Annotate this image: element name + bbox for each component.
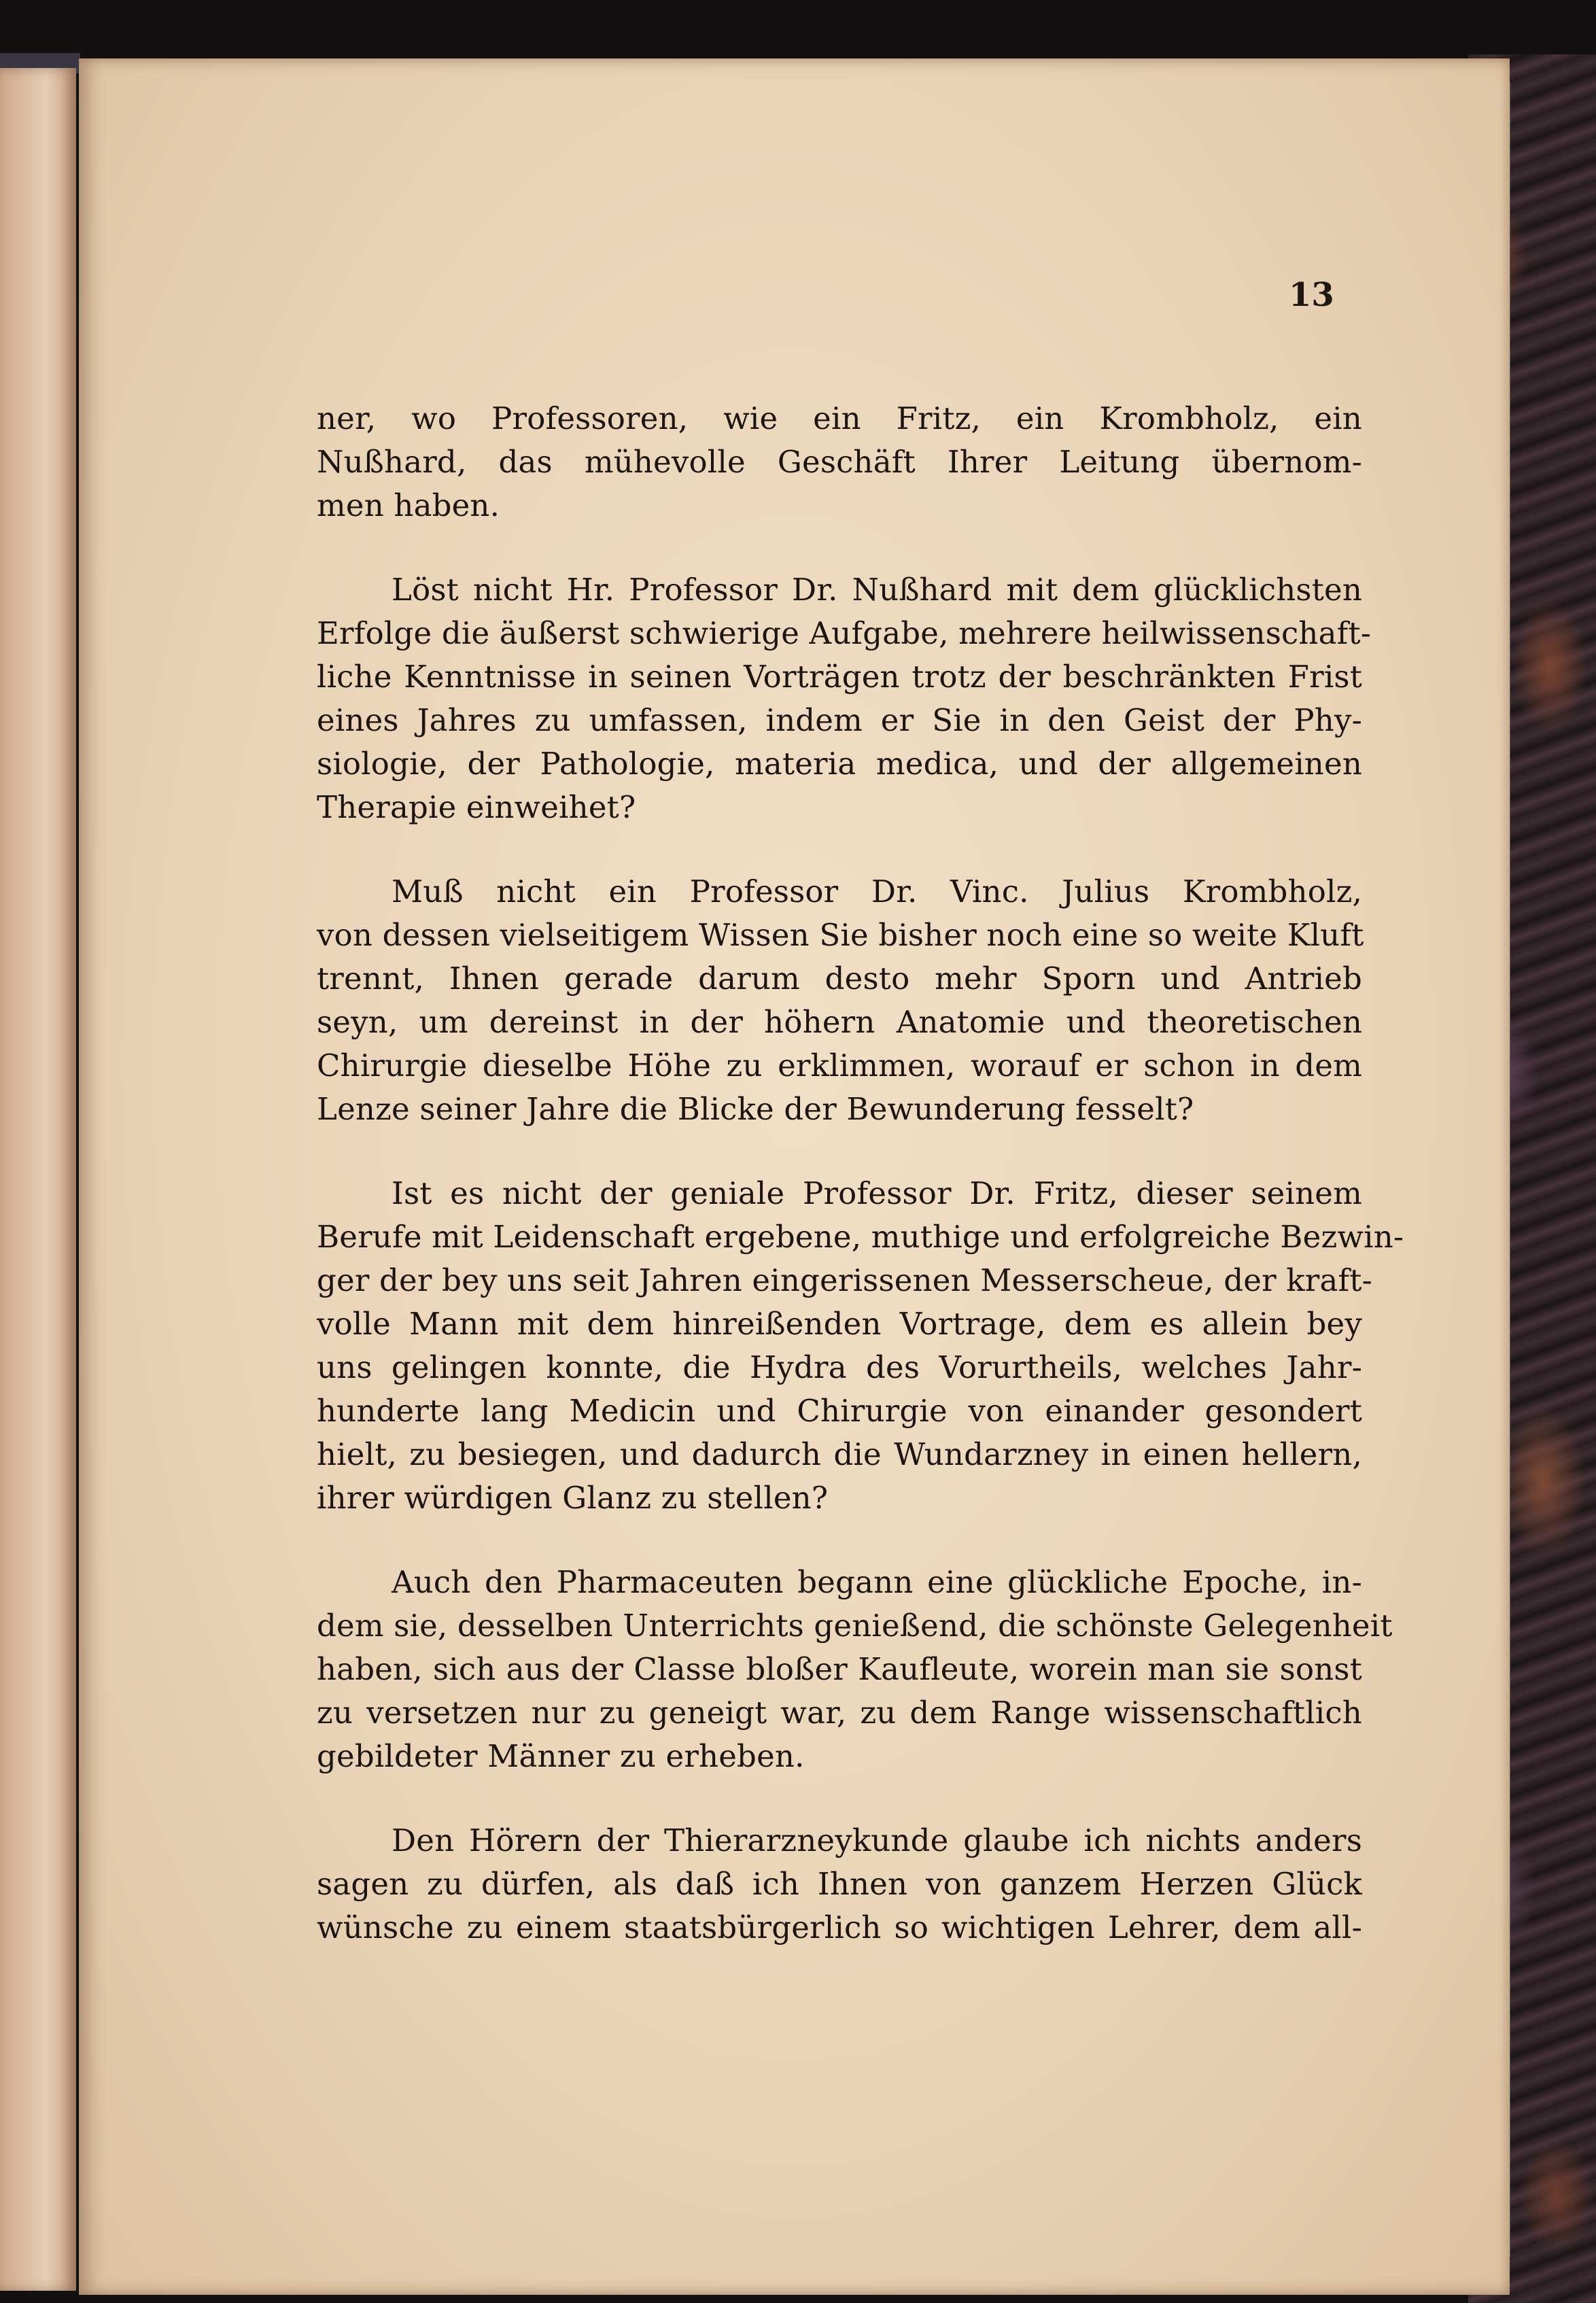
paragraph xyxy=(317,568,1372,829)
book-page xyxy=(79,58,1510,2295)
text-line: Chirurgie dieselbe Höhe zu erklimmen, worauf er schon in dem xyxy=(317,1047,1362,1084)
text-line: trennt, Ihnen gerade darum desto mehr Sporn und Antrieb xyxy=(317,960,1362,997)
text-line: uns gelingen konnte, die Hydra des Vorurtheils, welches Jahr- xyxy=(317,1349,1362,1385)
text-line: gebildeter Männer zu erheben. xyxy=(317,1738,805,1774)
text-line: seyn, um dereinst in der höhern Anatomie und theoretischen xyxy=(317,1004,1362,1040)
text-line: dem sie, desselben Unterrichts genießend, die schönste Gelegenheit xyxy=(317,1608,1393,1644)
text-line: ger der bey uns seit Jahren eingerissenen Messerscheue, der kraft- xyxy=(317,1262,1373,1298)
text-line: von dessen vielseitigem Wissen Sie bisher noch eine so weite Kluft xyxy=(317,917,1364,953)
text-line: wünsche zu einem staatsbürgerlich so wichtigen Lehrer, dem all- xyxy=(317,1909,1362,1945)
text-line: Auch den Pharmaceuten begann eine glückliche Epoche, in- xyxy=(392,1564,1362,1600)
text-line: ihrer würdigen Glanz zu stellen? xyxy=(317,1480,829,1516)
text-line: Therapie einweihet? xyxy=(317,789,636,825)
text-line: Löst nicht Hr. Professor Dr. Nußhard mit dem glücklichsten xyxy=(392,572,1362,608)
text-line: ner, wo Professoren, wie ein Fritz, ein Krombholz, ein xyxy=(317,400,1362,436)
left-facing-page xyxy=(0,68,76,2291)
paragraph xyxy=(317,1172,1404,1520)
page-number: 13 xyxy=(1289,276,1334,314)
text-line: Muß nicht ein Professor Dr. Vinc. Julius Krombholz, xyxy=(392,873,1362,910)
text-line: siologie, der Pathologie, materia medica, und der allgemeinen xyxy=(317,746,1362,782)
text-line: Nußhard, das mühevolle Geschäft Ihrer Leitung übernom- xyxy=(317,444,1362,480)
text-line: Ist es nicht der geniale Professor Dr. Fritz, dieser seinem xyxy=(392,1175,1362,1211)
text-line: hunderte lang Medicin und Chirurgie von einander gesondert xyxy=(317,1393,1362,1429)
text-line: zu versetzen nur zu geneigt war, zu dem Range wissenschaftlich xyxy=(317,1695,1362,1731)
text-line: Berufe mit Leidenschaft ergebene, muthige und erfolgreiche Bezwin- xyxy=(317,1219,1404,1255)
text-line: liche Kenntnisse in seinen Vorträgen trotz der beschränkten Frist xyxy=(317,659,1362,695)
text-line: hielt, zu besiegen, und dadurch die Wundarzney in einen hellern, xyxy=(317,1436,1362,1472)
text-line: volle Mann mit dem hinreißenden Vortrage, dem es allein bey xyxy=(317,1306,1362,1342)
paragraph xyxy=(317,1819,1362,1950)
text-line: men haben. xyxy=(317,487,500,523)
paragraph xyxy=(317,870,1362,1131)
text-line: Lenze seiner Jahre die Blicke der Bewunderung fesselt? xyxy=(317,1091,1194,1127)
page-text xyxy=(317,397,1404,1990)
text-line: Erfolge die äußerst schwierige Aufgabe, mehrere heilwissenschaft- xyxy=(317,615,1372,651)
text-line: eines Jahres zu umfassen, indem er Sie in den Geist der Phy- xyxy=(317,702,1362,738)
text-line: haben, sich aus der Classe bloßer Kaufleute, worein man sie sonst xyxy=(317,1651,1362,1687)
text-line: Den Hörern der Thierarzneykunde glaube ich nichts anders xyxy=(392,1822,1362,1858)
paragraph xyxy=(317,397,1362,527)
paragraph xyxy=(317,1561,1393,1778)
text-line: sagen zu dürfen, als daß ich Ihnen von ganzem Herzen Glück xyxy=(317,1866,1362,1902)
